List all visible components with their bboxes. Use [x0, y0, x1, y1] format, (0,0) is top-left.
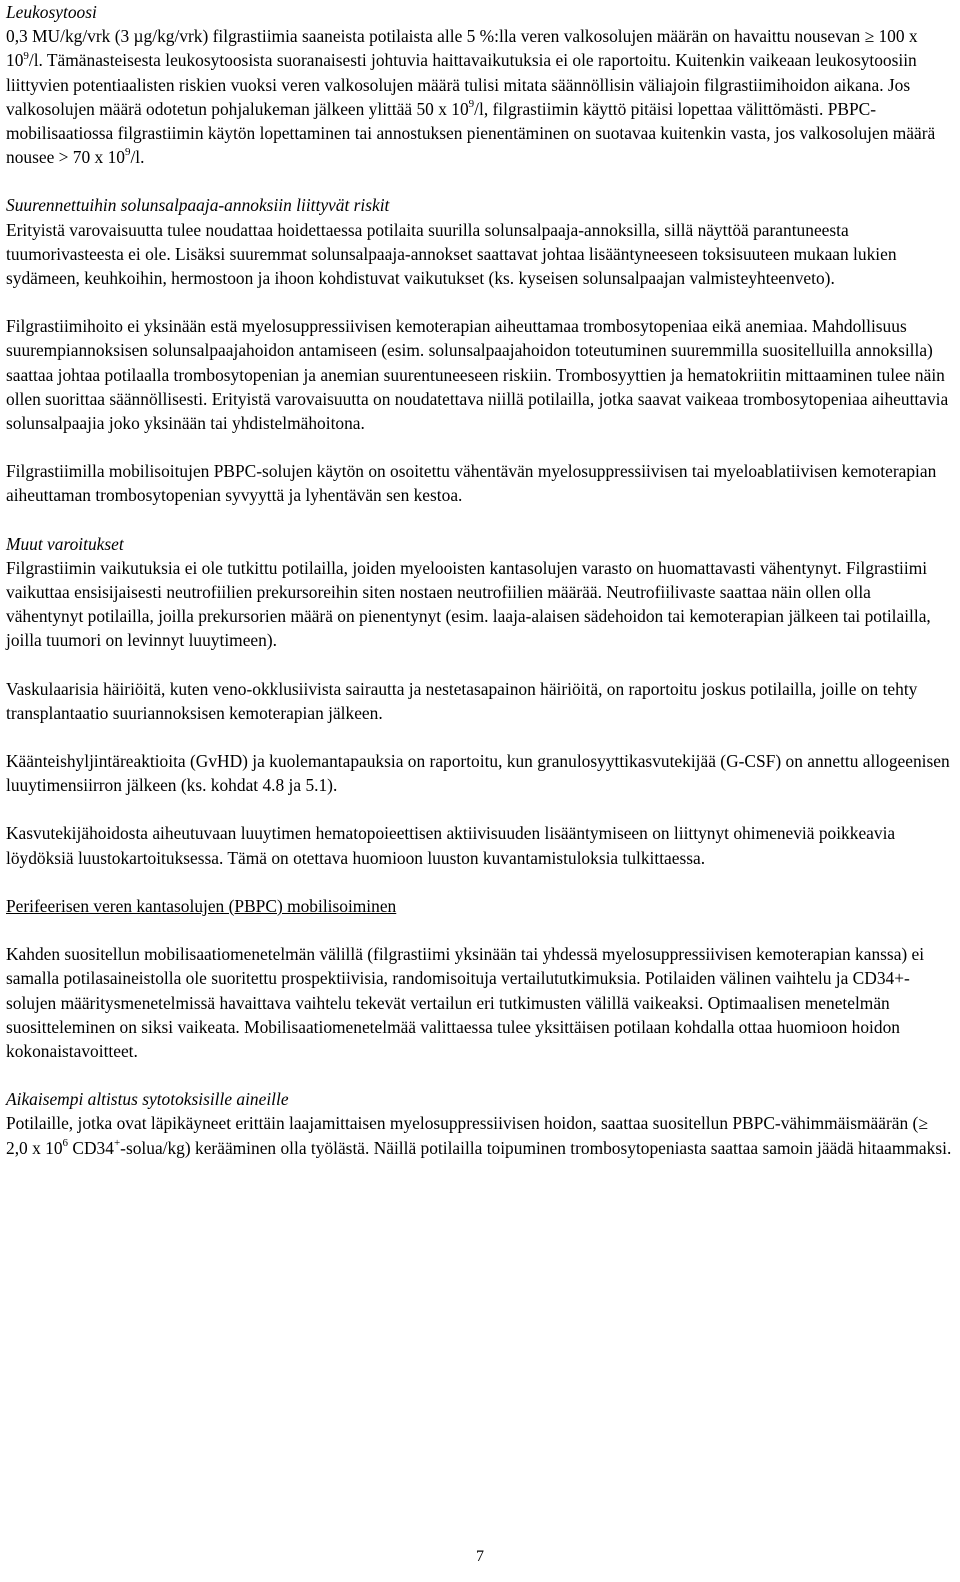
paragraph-prior-exposure [6, 1111, 952, 1159]
text-run: /l. Tämänasteisesta leukosytoosista suoranaisesti johtuvia haittavaikutuksia ei ole raportoitu. Kuitenkin vaikeaan leukosytoosiin liittyvien potentiaalisten riskien vuoksi veren valkosolujen määrä tulisi mitata säännöllisin väliajoin filgrastiimihoidon aikana. Jos valkosolujen määrä odotetun pohjalukeman jälkeen ylittää 50 x 10 [6, 50, 917, 119]
section-heading-prior-exposure: Aikaisempi altistus sytotoksisille aineille [6, 1089, 289, 1110]
page-number: 7 [476, 1548, 484, 1565]
text-run: /l, filgrastiimin käyttö pitäisi lopettaa välittömästi. PBPC-mobilisaatiossa filgrastiimin käytön lopettaminen tai annostuksen pienentäminen on suotavaa kuitenkin vasta, jos valkosolujen määrä nousee > 70 x 10 [6, 98, 936, 168]
paragraph-high-dose-1: Erityistä varovaisuutta tulee noudattaa hoidettaessa potilaita suurilla solunsalpaaja-annoksilla, sillä näyttöä parantuneesta tuumorivasteesta ei ole. Lisäksi suuremmat solunsalpaaja-annokset saattavat johtaa lisääntyneeseen toksisuuteen mukaan lukien sydämeen, keuhkoihin, hermostoon ja ihoon kohdistuvat vaikutukset (ks. kyseisen solunsalpaajan valmisteyhteenveto). [6, 219, 897, 289]
geq-symbol: ≥ [918, 1113, 928, 1134]
geq-symbol: ≥ [864, 26, 875, 47]
section-heading-high-dose: Suurennettuihin solunsalpaaja-annoksiin liittyvät riskit [6, 195, 390, 216]
superscript: 9 [124, 146, 131, 159]
paragraph-other-1: Filgrastiimin vaikutuksia ei ole tutkittu potilailla, joiden myelooisten kantasolujen varasto on huomattavasti vähentynyt. Filgrastiimi vaikuttaa ensisijaisesti neutrofiilien prekursoreihin siten nostaen neutrofiilien määrää. Neutrofiilivaste saattaa näin ollen olla vähentynyt potilailla, joilla prekursorien määrä on pienentynyt (esim. laaja-alaisen sädehoidon tai kemoterapian jälkeen tai potilailla, joilla tuumori on levinnyt luuytimeen). [6, 557, 931, 651]
text-run: /l. [130, 147, 145, 168]
paragraph-pbpc-1: Kahden suositellun mobilisaatiomenetelmän välillä (filgrastiimi yksinään tai yhdessä myelosuppressiivisen kemoterapian kanssa) ei samalla potilasaineistolla ole suoritettu prospektiivisia, randomisoituja vertailututkimuksia. Potilaiden välinen vaihtelu ja CD34+-solujen määritysmenetelmissä havaittava vaihtelu tekevät vertailun eri tutkimusten välillä vaikeaksi. Optimaalisen menetelmän suositteleminen on siksi vaikeata. Mobilisaatiomenetelmää valittaessa tulee yksittäisen potilaan kohdalla ottaa huomioon hoidon kokonaistavoitteet. [6, 944, 925, 1061]
text-run: 2,0 x 10 [6, 1137, 63, 1158]
paragraph-high-dose-3: Filgrastiimilla mobilisoitujen PBPC-solujen käytön on osoitettu vähentävän myelosuppressiivisen tai myeloablatiivisen kemoterapian aiheuttaman trombosytopenian syvyyttä ja lyhentävän sen kestoa. [6, 461, 937, 506]
section-heading-leukocytosis: Leukosytoosi [6, 2, 97, 22]
superscript: + [113, 1136, 121, 1149]
text-run: 100 x 10 [6, 26, 918, 71]
text-run: Potilaille, jotka ovat läpikäyneet erittäin laajamittaisen myelosuppressiivisen hoidon, saattaa suositellun PBPC-vähimmäismäärän ( [6, 1113, 919, 1134]
text-run: -solua/kg) kerääminen olla työlästä. Näillä potilailla toipuminen trombosytopeniasta saattaa samoin jäädä hitaammaksi. [120, 1137, 952, 1158]
section-heading-other-warnings: Muut varoitukset [6, 533, 124, 554]
text-run: 0,3 MU/kg/vrk (3 µg/kg/vrk) filgrastiimia saaneista potilaista alle 5 %:lla veren valkosolujen määrän on havaittu nousevan [6, 26, 865, 47]
superscript: 9 [468, 98, 475, 111]
text-run: CD34 [68, 1137, 114, 1158]
superscript: 9 [23, 49, 29, 62]
paragraph-other-2: Vaskulaarisia häiriöitä, kuten veno-okklusiivista sairautta ja nestetasapainon häiriöitä, on raportoitu joskus potilailla, joille on tehty transplantaatio suuriannoksisen kemoterapian jälkeen. [6, 678, 918, 723]
paragraph-high-dose-2: Filgrastiimihoito ei yksinään estä myelosuppressiivisen kemoterapian aiheuttamaa trombosytopeniaa eikä anemiaa. Mahdollisuus suurempiannoksisen solunsalpaajahoidon antamiseen (esim. solunsalpaajahoidon toteutuminen suuremmilla suositelluilla annoksilla) saattaa johtaa potilaalla trombosytopenian ja anemian suurentuneeseen riskiin. Trombosyyttien ja hematokriitin mittaaminen tulee näin ollen suorittaa säännöllisesti. Erityistä varovaisuutta on noudatettava niillä potilailla, jotka saavat vaikeaa trombosytopeniaa aiheuttavia solunsalpaajia joko yksinään tai yhdistelmähoitona. [6, 316, 949, 434]
paragraph-other-3: Käänteishyljintäreaktioita (GvHD) ja kuolemantapauksia on raportoitu, kun granulosyyttikasvutekijää (G-CSF) on annettu allogeenisen luuytimensiirron jälkeen (ks. kohdat 4.8 ja 5.1). [6, 751, 950, 796]
document-page [6, 0, 952, 1160]
section-heading-pbpc: Perifeerisen veren kantasolujen (PBPC) mobilisoiminen [6, 895, 397, 916]
superscript: 6 [62, 1136, 69, 1149]
paragraph-other-4: Kasvutekijähoidosta aiheutuvaan luuytimen hematopoieettisen aktiivisuuden lisääntymiseen on liittynyt ohimeneviä poikkeavia löydöksiä luustokartoituksessa. Tämä on otettava huomioon luuston kuvantamistuloksia tulkittaessa. [6, 823, 896, 868]
paragraph-leukocytosis [6, 24, 952, 169]
